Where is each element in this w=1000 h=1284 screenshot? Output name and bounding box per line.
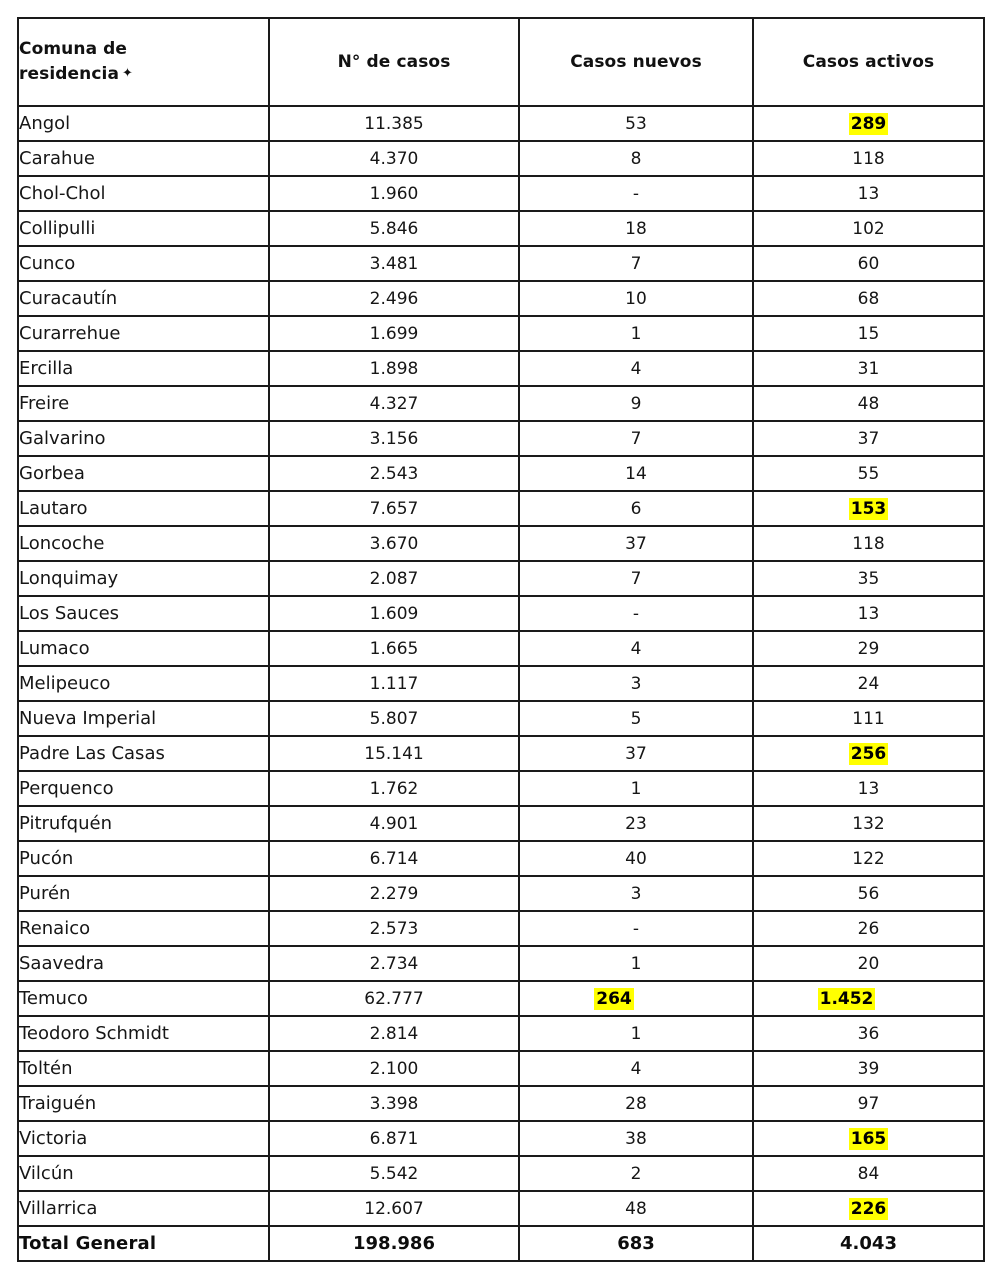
cell-numero-casos: 4.327 xyxy=(269,386,519,421)
cell-comuna: Melipeuco xyxy=(18,666,269,701)
cell-comuna: Perquenco xyxy=(18,771,269,806)
cell-comuna: Traiguén xyxy=(18,1086,269,1121)
cell-comuna: Villarrica xyxy=(18,1191,269,1226)
cell-numero-casos: 5.846 xyxy=(269,211,519,246)
cell-casos-activos: 122 xyxy=(753,841,984,876)
table-row xyxy=(18,841,984,876)
cell-casos-activos: 118 xyxy=(753,141,984,176)
cell-numero-casos: 1.960 xyxy=(269,176,519,211)
cell-total-casos-activos: 4.043 xyxy=(753,1226,984,1261)
cell-numero-casos: 2.087 xyxy=(269,561,519,596)
cell-numero-casos: 12.607 xyxy=(269,1191,519,1226)
cell-comuna: Vilcún xyxy=(18,1156,269,1191)
table-row xyxy=(18,631,984,666)
cell-casos-activos xyxy=(753,981,984,1016)
column-header-comuna-line1: Comuna de xyxy=(19,38,128,59)
cell-casos-nuevos: 18 xyxy=(519,211,753,246)
table-row xyxy=(18,701,984,736)
cell-casos-nuevos: 3 xyxy=(519,666,753,701)
cell-total-label: Total General xyxy=(18,1226,269,1261)
cell-casos-activos xyxy=(753,1121,984,1156)
cell-casos-activos: 31 xyxy=(753,351,984,386)
cell-comuna: Carahue xyxy=(18,141,269,176)
cell-comuna: Loncoche xyxy=(18,526,269,561)
cell-casos-nuevos: 38 xyxy=(519,1121,753,1156)
table-row xyxy=(18,456,984,491)
table-row xyxy=(18,771,984,806)
cell-casos-activos xyxy=(753,491,984,526)
cell-casos-nuevos: 6 xyxy=(519,491,753,526)
cell-numero-casos: 1.898 xyxy=(269,351,519,386)
cell-numero-casos: 2.279 xyxy=(269,876,519,911)
cell-casos-activos: 29 xyxy=(753,631,984,666)
cell-numero-casos: 1.762 xyxy=(269,771,519,806)
cell-comuna: Collipulli xyxy=(18,211,269,246)
highlighted-value: 289 xyxy=(850,113,887,134)
cell-numero-casos: 5.807 xyxy=(269,701,519,736)
cell-casos-nuevos: 37 xyxy=(519,526,753,561)
cell-numero-casos: 62.777 xyxy=(269,981,519,1016)
highlighted-value: 165 xyxy=(850,1128,887,1149)
cell-numero-casos: 1.699 xyxy=(269,316,519,351)
cell-casos-activos: 13 xyxy=(753,596,984,631)
cell-casos-nuevos: 8 xyxy=(519,141,753,176)
table-row xyxy=(18,106,984,141)
cases-by-commune-table xyxy=(17,17,985,1262)
cell-casos-nuevos: 48 xyxy=(519,1191,753,1226)
cell-comuna: Teodoro Schmidt xyxy=(18,1016,269,1051)
cell-casos-activos: 56 xyxy=(753,876,984,911)
cell-numero-casos: 3.481 xyxy=(269,246,519,281)
column-header-comuna-line2 xyxy=(19,62,268,88)
cell-numero-casos: 3.670 xyxy=(269,526,519,561)
cell-casos-nuevos: 53 xyxy=(519,106,753,141)
cell-casos-activos: 102 xyxy=(753,211,984,246)
table-row xyxy=(18,316,984,351)
cell-comuna: Toltén xyxy=(18,1051,269,1086)
column-header-casos-activos: Casos activos xyxy=(753,18,984,106)
cell-casos-activos xyxy=(753,736,984,771)
cell-numero-casos: 4.370 xyxy=(269,141,519,176)
cell-comuna: Angol xyxy=(18,106,269,141)
table-row xyxy=(18,876,984,911)
table-row xyxy=(18,1016,984,1051)
cell-casos-nuevos: 3 xyxy=(519,876,753,911)
cell-comuna: Nueva Imperial xyxy=(18,701,269,736)
cell-casos-nuevos: 14 xyxy=(519,456,753,491)
cell-casos-nuevos: 7 xyxy=(519,561,753,596)
table-row xyxy=(18,946,984,981)
table-row xyxy=(18,526,984,561)
column-header-comuna xyxy=(18,18,269,106)
table-row xyxy=(18,1121,984,1156)
table-row xyxy=(18,1051,984,1086)
cell-casos-activos: 39 xyxy=(753,1051,984,1086)
table-row xyxy=(18,981,984,1016)
cell-numero-casos: 2.543 xyxy=(269,456,519,491)
cell-casos-activos: 24 xyxy=(753,666,984,701)
cell-numero-casos: 2.814 xyxy=(269,1016,519,1051)
table-row xyxy=(18,491,984,526)
cell-casos-nuevos: 4 xyxy=(519,631,753,666)
cell-casos-activos: 132 xyxy=(753,806,984,841)
cell-casos-activos: 118 xyxy=(753,526,984,561)
cell-total-casos-nuevos: 683 xyxy=(519,1226,753,1261)
highlighted-value: 256 xyxy=(850,743,887,764)
cell-casos-nuevos: 4 xyxy=(519,1051,753,1086)
cell-casos-nuevos: 1 xyxy=(519,771,753,806)
cell-numero-casos: 2.734 xyxy=(269,946,519,981)
cell-casos-activos: 36 xyxy=(753,1016,984,1051)
cell-comuna: Pitrufquén xyxy=(18,806,269,841)
table-row xyxy=(18,1191,984,1226)
table-row xyxy=(18,281,984,316)
table-row xyxy=(18,561,984,596)
cell-casos-activos: 48 xyxy=(753,386,984,421)
cell-casos-nuevos: 9 xyxy=(519,386,753,421)
cell-casos-activos: 13 xyxy=(753,771,984,806)
cell-casos-activos xyxy=(753,106,984,141)
cell-casos-activos: 97 xyxy=(753,1086,984,1121)
total-row xyxy=(18,1226,984,1261)
cell-numero-casos: 3.398 xyxy=(269,1086,519,1121)
cell-casos-nuevos: 10 xyxy=(519,281,753,316)
cell-numero-casos: 1.609 xyxy=(269,596,519,631)
cell-comuna: Saavedra xyxy=(18,946,269,981)
cell-comuna: Lumaco xyxy=(18,631,269,666)
cell-numero-casos: 1.117 xyxy=(269,666,519,701)
table-row xyxy=(18,176,984,211)
cell-numero-casos: 2.573 xyxy=(269,911,519,946)
cell-casos-activos: 111 xyxy=(753,701,984,736)
column-header-numero-casos: N° de casos xyxy=(269,18,519,106)
table-row xyxy=(18,1086,984,1121)
table-row xyxy=(18,1156,984,1191)
cell-casos-activos: 13 xyxy=(753,176,984,211)
cell-casos-nuevos: 5 xyxy=(519,701,753,736)
footnote-marker-icon: ✦ xyxy=(122,66,134,81)
cell-casos-activos: 68 xyxy=(753,281,984,316)
cell-numero-casos: 7.657 xyxy=(269,491,519,526)
cell-numero-casos: 5.542 xyxy=(269,1156,519,1191)
cell-comuna: Los Sauces xyxy=(18,596,269,631)
cell-casos-activos: 37 xyxy=(753,421,984,456)
table-row xyxy=(18,211,984,246)
cell-numero-casos: 11.385 xyxy=(269,106,519,141)
cell-comuna: Curarrehue xyxy=(18,316,269,351)
column-header-casos-nuevos: Casos nuevos xyxy=(519,18,753,106)
cell-numero-casos: 15.141 xyxy=(269,736,519,771)
cell-comuna: Chol-Chol xyxy=(18,176,269,211)
highlighted-value: 153 xyxy=(850,498,887,519)
cell-numero-casos: 4.901 xyxy=(269,806,519,841)
cell-comuna: Curacautín xyxy=(18,281,269,316)
cell-casos-nuevos xyxy=(519,981,753,1016)
cell-casos-nuevos: 2 xyxy=(519,1156,753,1191)
highlighted-value: 226 xyxy=(850,1198,887,1219)
table-header xyxy=(18,18,984,106)
cell-comuna: Temuco xyxy=(18,981,269,1016)
cell-numero-casos: 1.665 xyxy=(269,631,519,666)
table-row xyxy=(18,351,984,386)
cell-casos-activos: 55 xyxy=(753,456,984,491)
cell-casos-nuevos: 1 xyxy=(519,946,753,981)
header-row xyxy=(18,18,984,106)
cell-casos-nuevos: 28 xyxy=(519,1086,753,1121)
cell-casos-nuevos: 1 xyxy=(519,1016,753,1051)
table-row xyxy=(18,246,984,281)
cell-casos-activos: 84 xyxy=(753,1156,984,1191)
table-row xyxy=(18,806,984,841)
cell-casos-nuevos: - xyxy=(519,176,753,211)
table-row xyxy=(18,736,984,771)
cell-casos-nuevos: 40 xyxy=(519,841,753,876)
cell-comuna: Galvarino xyxy=(18,421,269,456)
highlighted-value: 1.452 xyxy=(819,988,874,1009)
cell-casos-nuevos: 7 xyxy=(519,421,753,456)
table-row xyxy=(18,141,984,176)
cell-comuna: Lautaro xyxy=(18,491,269,526)
cell-comuna: Padre Las Casas xyxy=(18,736,269,771)
cell-comuna: Cunco xyxy=(18,246,269,281)
cell-casos-activos: 35 xyxy=(753,561,984,596)
cell-comuna: Pucón xyxy=(18,841,269,876)
cell-casos-nuevos: - xyxy=(519,911,753,946)
cell-total-numero-casos: 198.986 xyxy=(269,1226,519,1261)
cell-numero-casos: 3.156 xyxy=(269,421,519,456)
cell-numero-casos: 6.871 xyxy=(269,1121,519,1156)
cell-casos-nuevos: 23 xyxy=(519,806,753,841)
column-header-comuna-line2-text: residencia xyxy=(19,64,120,84)
cell-casos-nuevos: 1 xyxy=(519,316,753,351)
cell-casos-activos xyxy=(753,1191,984,1226)
cell-comuna: Freire xyxy=(18,386,269,421)
cell-comuna: Gorbea xyxy=(18,456,269,491)
cell-casos-activos: 60 xyxy=(753,246,984,281)
table-row xyxy=(18,596,984,631)
cell-casos-activos: 20 xyxy=(753,946,984,981)
table-body xyxy=(18,106,984,1261)
cell-casos-nuevos: 37 xyxy=(519,736,753,771)
cell-comuna: Purén xyxy=(18,876,269,911)
cell-casos-nuevos: 4 xyxy=(519,351,753,386)
cell-comuna: Lonquimay xyxy=(18,561,269,596)
cell-comuna: Victoria xyxy=(18,1121,269,1156)
table-row xyxy=(18,911,984,946)
cell-casos-nuevos: 7 xyxy=(519,246,753,281)
table-row xyxy=(18,421,984,456)
cell-comuna: Renaico xyxy=(18,911,269,946)
cell-comuna: Ercilla xyxy=(18,351,269,386)
cell-numero-casos: 2.496 xyxy=(269,281,519,316)
cell-numero-casos: 6.714 xyxy=(269,841,519,876)
table-row xyxy=(18,386,984,421)
cell-numero-casos: 2.100 xyxy=(269,1051,519,1086)
highlighted-value: 264 xyxy=(596,988,632,1009)
cell-casos-nuevos: - xyxy=(519,596,753,631)
cell-casos-activos: 26 xyxy=(753,911,984,946)
table-row xyxy=(18,666,984,701)
cell-casos-activos: 15 xyxy=(753,316,984,351)
